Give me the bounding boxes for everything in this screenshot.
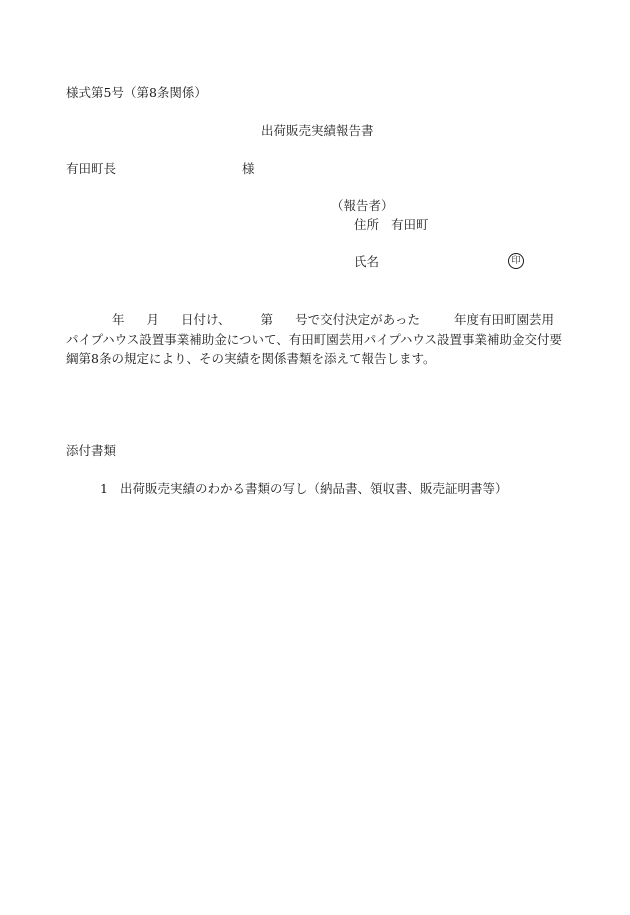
form-number: 様式第5号（第8条関係）: [66, 85, 207, 100]
attachment-item: [100, 481, 507, 497]
fiscal-text: 年度有田町園芸用: [453, 312, 554, 327]
date-suffix: 日付け、: [181, 312, 231, 327]
reporter-name-label: 氏名: [354, 254, 380, 269]
reporter-heading: （報告者）: [331, 198, 394, 213]
attachment-item-number: 1: [100, 481, 108, 496]
report-body: [66, 310, 561, 369]
number-prefix: 第: [260, 312, 274, 327]
year-label: 年: [112, 312, 125, 327]
reporter-address-value: 有田町: [391, 217, 429, 232]
addressee-honorific: 様: [242, 161, 255, 176]
document-title: 出荷販売実績報告書: [261, 123, 374, 138]
addressee-name: 有田町長: [66, 161, 117, 176]
body-line-3: 綱第8条の規定により、その実績を関係書類を添えて報告します。: [66, 351, 436, 366]
body-line-2: パイプハウス設置事業補助金について、有田町園芸用パイプハウス設置事業補助金交付要: [66, 331, 563, 347]
decision-text: 号で交付決定があった: [295, 312, 420, 327]
reporter-address-label: 住所: [354, 217, 380, 232]
body-line-1: [66, 310, 561, 330]
attachments-heading: 添付書類: [66, 443, 117, 458]
seal-icon: 印: [508, 253, 524, 269]
attachment-item-text: 出荷販売実績のわかる書類の写し（納品書、領収書、販売証明書等）: [119, 481, 508, 496]
month-label: 月: [146, 312, 160, 327]
